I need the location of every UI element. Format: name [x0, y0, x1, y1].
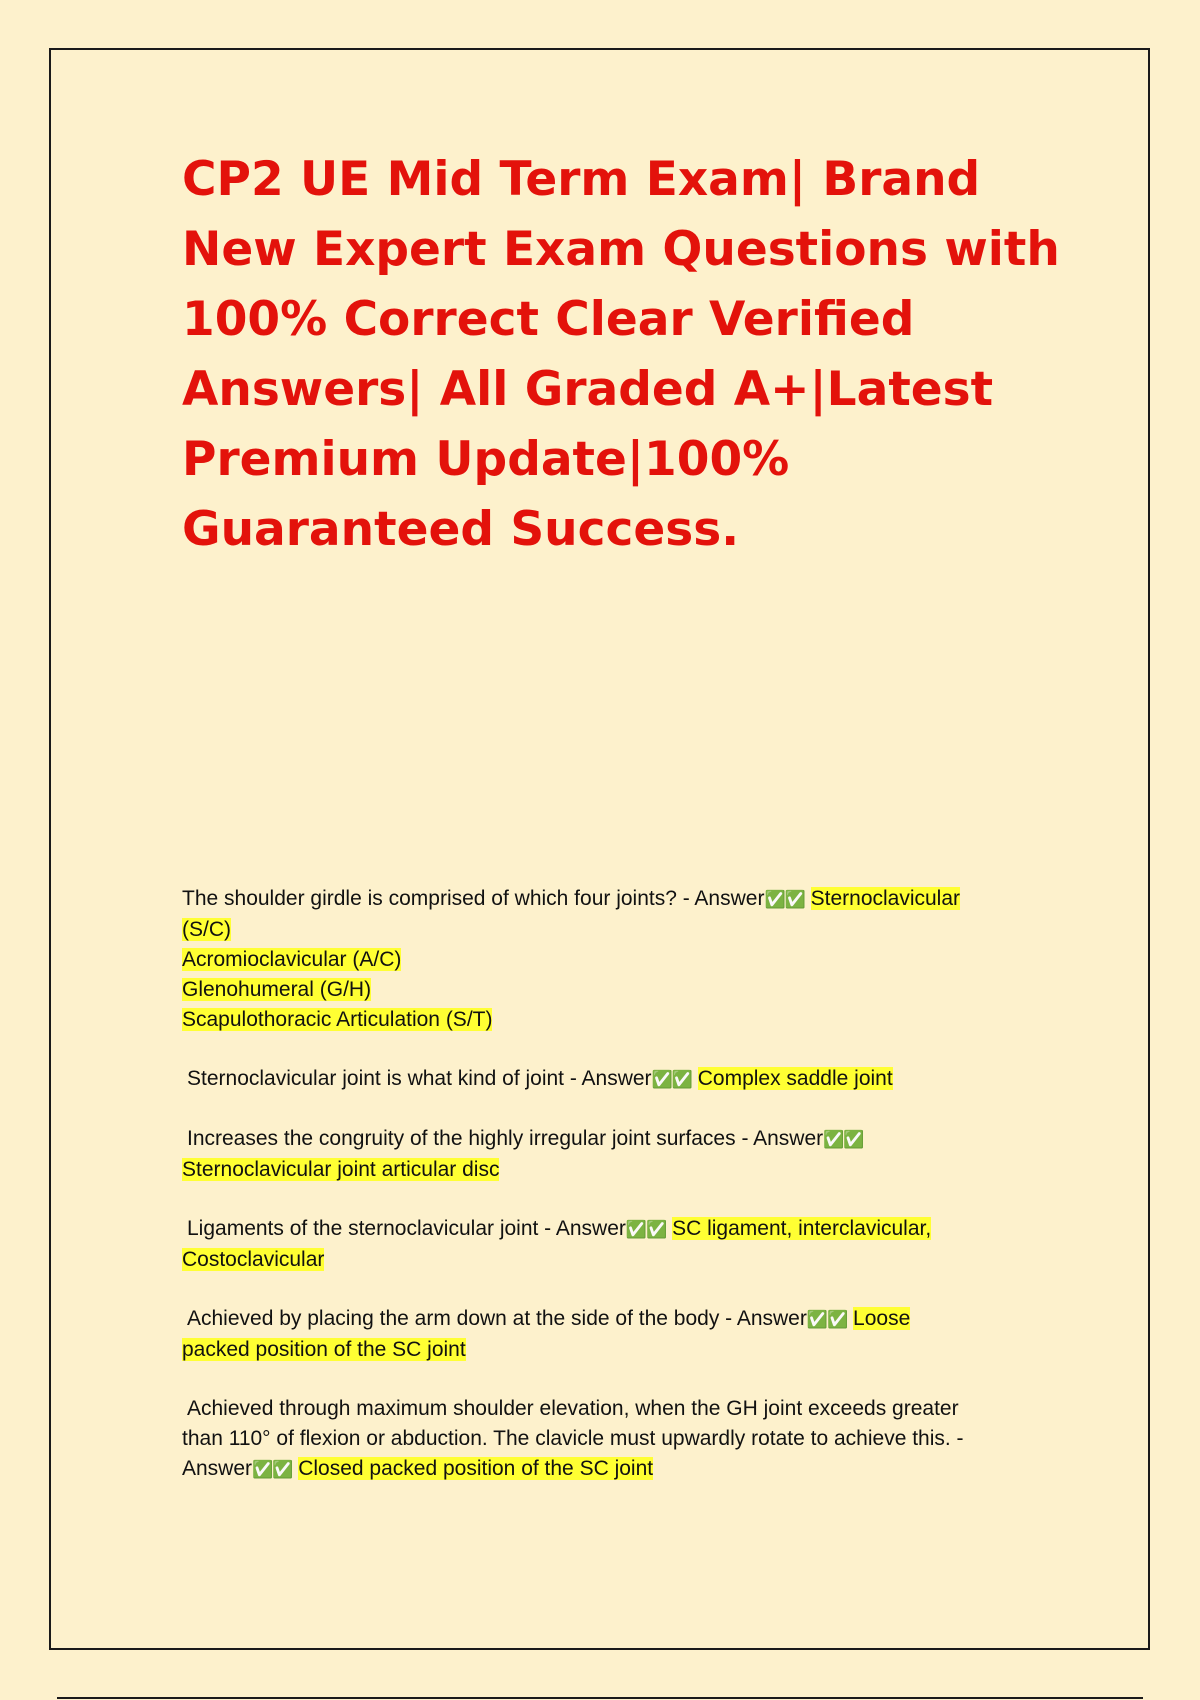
qa-line — [182, 1335, 1042, 1365]
qa-line — [182, 1214, 1042, 1245]
qa-line — [182, 1454, 1042, 1485]
answer-text: Glenohumeral (G/H) — [182, 978, 372, 1001]
title-line: Guaranteed Success. — [182, 502, 740, 557]
qa-line — [182, 884, 1042, 915]
qa-line — [182, 1064, 1042, 1095]
double-check-icon: ✅✅ — [625, 1220, 667, 1240]
qa-item-shoulder-girdle — [182, 884, 1042, 1035]
double-check-icon: ✅✅ — [252, 1460, 293, 1480]
qa-line — [182, 1005, 1042, 1035]
answer-text: Loose — [853, 1307, 911, 1330]
qa-line — [182, 945, 1042, 975]
answer-text: Closed packed position of the SC joint — [298, 1457, 654, 1480]
title-line: 100% Correct Clear Verified — [182, 292, 915, 347]
double-check-icon: ✅✅ — [651, 1070, 692, 1090]
double-check-icon: ✅✅ — [764, 890, 805, 910]
answer-text: Complex saddle joint — [697, 1067, 893, 1090]
answer-text: Sternoclavicular — [810, 887, 961, 910]
qa-line — [182, 915, 1042, 945]
qa-item-ligaments — [182, 1214, 1042, 1275]
qa-line — [182, 1124, 1042, 1155]
document-title — [182, 145, 1060, 565]
qa-list — [182, 884, 1042, 1514]
qa-item-sc-joint-type — [182, 1064, 1042, 1095]
qa-line — [182, 1155, 1042, 1185]
question-text: Increases the congruity of the highly irregular joint surfaces - Answer — [187, 1127, 824, 1150]
title-line: Answers| All Graded A+|Latest — [182, 362, 994, 417]
answer-text: packed position of the SC joint — [182, 1338, 466, 1361]
question-text: Answer — [182, 1457, 253, 1480]
qa-line — [182, 1304, 1042, 1335]
qa-line — [182, 975, 1042, 1005]
question-text: Achieved by placing the arm down at the side of the body - Answer — [187, 1307, 807, 1330]
qa-line — [182, 1245, 1042, 1275]
qa-item-loose-packed — [182, 1304, 1042, 1365]
double-check-icon: ✅✅ — [823, 1130, 864, 1150]
qa-line — [182, 1424, 1042, 1454]
qa-item-congruity — [182, 1124, 1042, 1185]
question-text: than 110° of flexion or abduction. The clavicle must upwardly rotate to achieve this. - — [182, 1427, 964, 1450]
question-text: Sternoclavicular joint is what kind of joint - Answer — [187, 1067, 652, 1090]
double-check-icon: ✅✅ — [806, 1310, 848, 1330]
qa-item-closed-packed — [182, 1394, 1042, 1485]
question-text: The shoulder girdle is comprised of which four joints? - Answer — [182, 887, 765, 910]
question-text: Achieved through maximum shoulder elevation, when the GH joint exceeds greater — [187, 1397, 959, 1420]
answer-text: Costoclavicular — [182, 1248, 325, 1271]
title-line: New Expert Exam Questions with — [182, 222, 1060, 277]
question-text: Ligaments of the sternoclavicular joint - Answer — [187, 1217, 626, 1240]
answer-text: SC ligament, interclavicular, — [672, 1217, 932, 1240]
answer-text: (S/C) — [182, 918, 231, 941]
answer-text: Sternoclavicular joint articular disc — [182, 1158, 500, 1181]
page-divider — [57, 1697, 1143, 1699]
answer-text: Scapulothoracic Articulation (S/T) — [182, 1008, 493, 1031]
qa-line — [182, 1394, 1042, 1424]
answer-text: Acromioclavicular (A/C) — [182, 948, 402, 971]
title-line: Premium Update|100% — [182, 432, 790, 487]
title-line: CP2 UE Mid Term Exam| Brand — [182, 152, 981, 207]
